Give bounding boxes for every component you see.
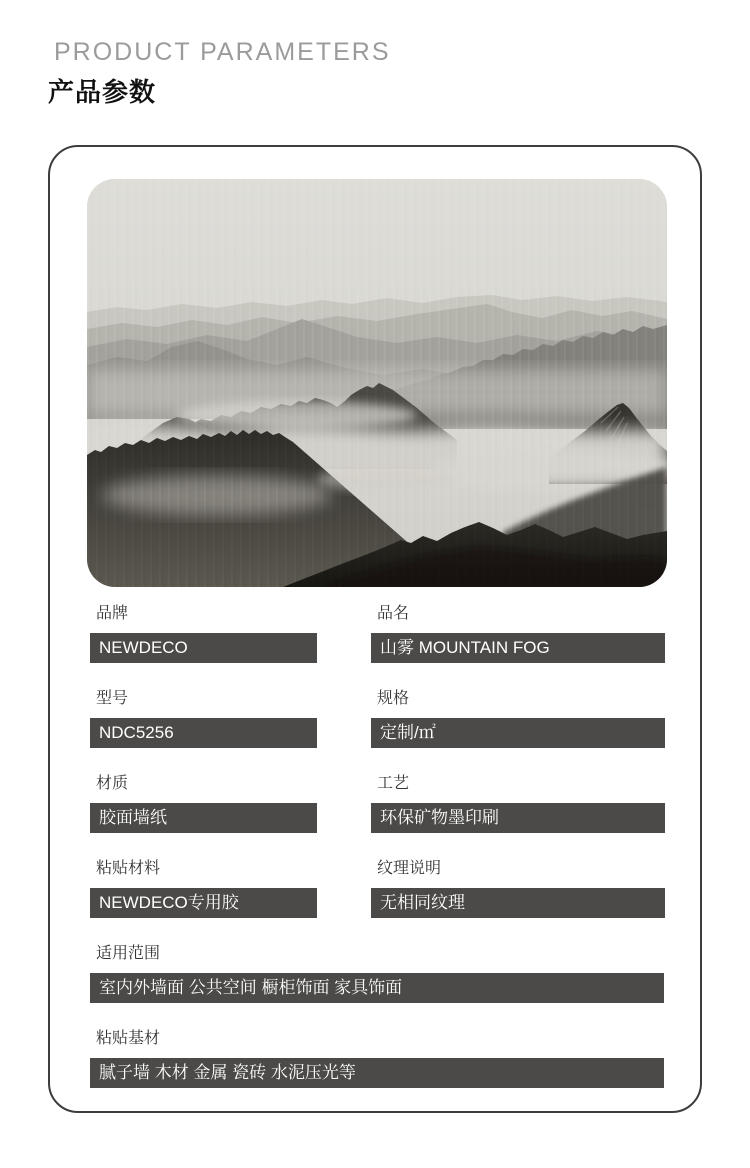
param-label: 适用范围 — [96, 945, 161, 962]
param-value-bar: 室内外墙面 公共空间 橱柜饰面 家具饰面 — [90, 973, 664, 1003]
product-image — [87, 179, 667, 587]
param-field-model — [90, 688, 317, 748]
param-label: 材质 — [96, 775, 129, 792]
param-field-application-range — [90, 943, 664, 1003]
parameters-card — [48, 145, 702, 1113]
param-field-base-substrate — [90, 1028, 664, 1088]
param-field-brand — [90, 603, 317, 663]
param-value-bar: NDC5256 — [90, 718, 317, 748]
param-value-bar: 无相同纹理 — [371, 888, 665, 918]
param-field-spec — [371, 688, 665, 748]
param-value-bar: 定制/㎡ — [371, 718, 665, 748]
param-label: 品牌 — [96, 605, 129, 622]
param-label: 品名 — [377, 605, 410, 622]
param-value-bar: 山雾 MOUNTAIN FOG — [371, 633, 665, 663]
param-field-adhesive — [90, 858, 317, 918]
param-label: 纹理说明 — [377, 860, 442, 877]
param-field-product-name — [371, 603, 665, 663]
param-value-bar: 胶面墙纸 — [90, 803, 317, 833]
param-label: 粘贴材料 — [96, 860, 161, 877]
param-value-bar: NEWDECO — [90, 633, 317, 663]
param-value-bar: 腻子墙 木材 金属 瓷砖 水泥压光等 — [90, 1058, 664, 1088]
param-field-craft — [371, 773, 665, 833]
param-label: 粘贴基材 — [96, 1030, 161, 1047]
param-field-material — [90, 773, 317, 833]
mountain-fog-illustration — [87, 179, 667, 587]
page-title-en: PRODUCT PARAMETERS — [54, 38, 391, 66]
param-label: 型号 — [96, 690, 129, 707]
param-label: 规格 — [377, 690, 410, 707]
param-field-texture-note — [371, 858, 665, 918]
param-value-bar: NEWDECO专用胶 — [90, 888, 317, 918]
param-value-bar: 环保矿物墨印刷 — [371, 803, 665, 833]
page-title-zh: 产品参数 — [48, 77, 157, 107]
param-label: 工艺 — [377, 775, 410, 792]
